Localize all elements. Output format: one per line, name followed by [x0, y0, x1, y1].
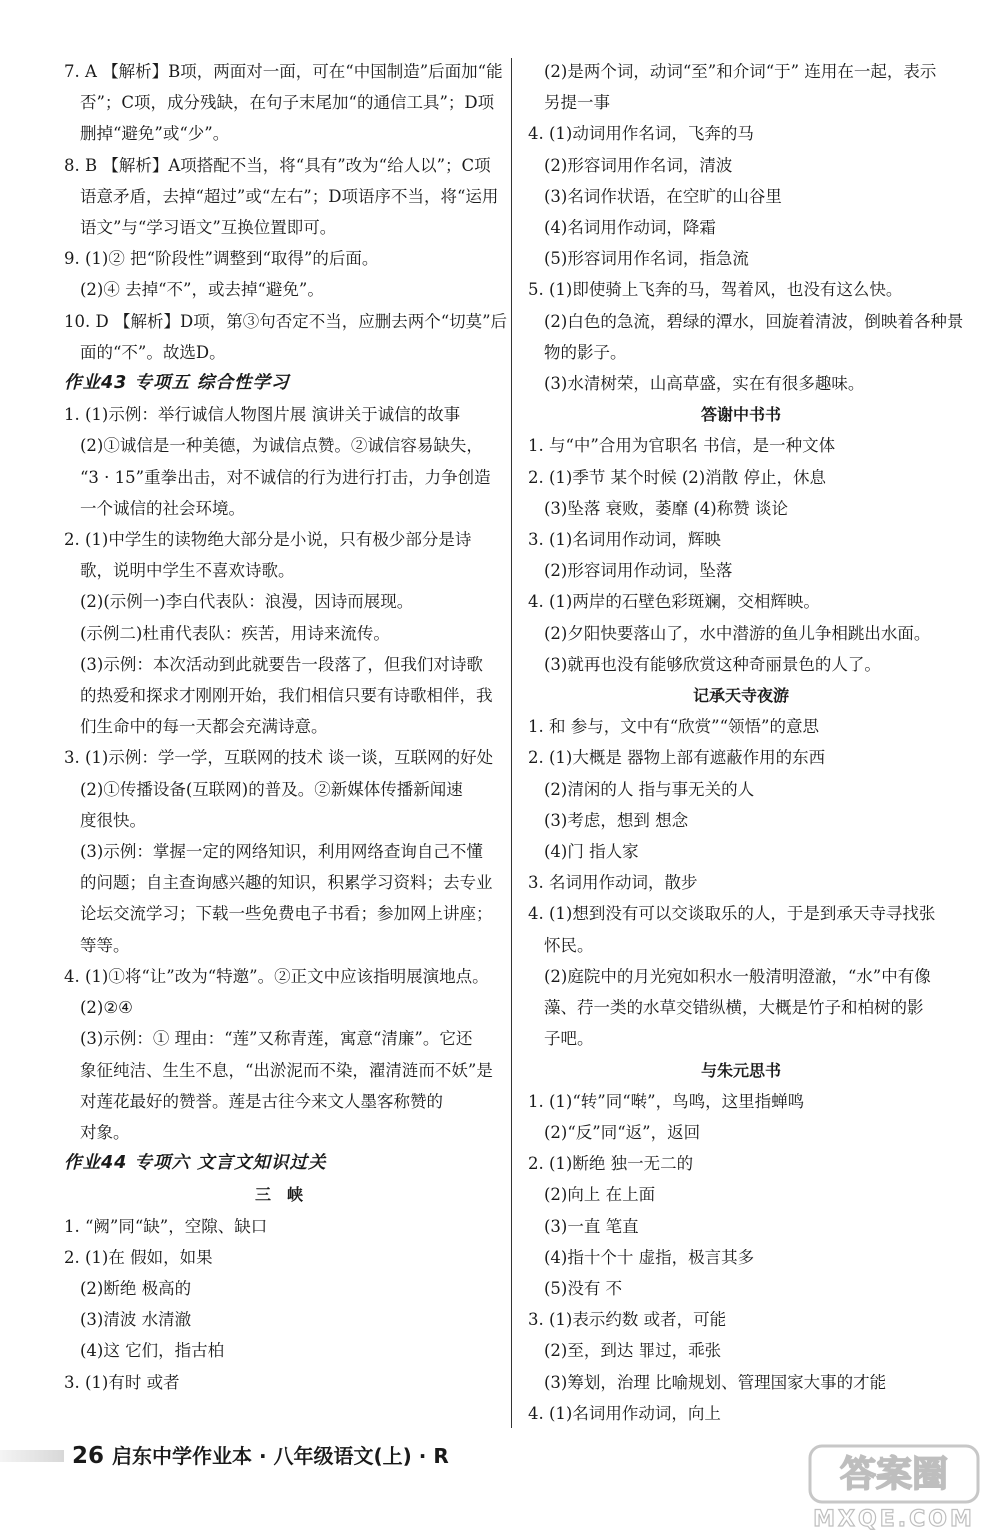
answer-line: (示例二)杜甫代表队：疾苦，用诗来流传。: [80, 623, 390, 643]
answer-line: 4. (1)名词用作动词，向上: [528, 1403, 721, 1423]
answer-line: 8. B 【解析】A项搭配不当，将“具有”改为“给人以”；C项: [64, 155, 491, 175]
answer-line: (2)是两个词，动词“至”和介词“于” 连用在一起，表示: [544, 62, 937, 81]
answer-line: (4)门 指人家: [544, 842, 639, 862]
answer-line: (3)示例：① 理由：“莲”又称青莲，寓意“清廉”。它还: [80, 1029, 473, 1049]
answer-line: 9. (1)② 把“阶段性”调整到“取得”的后面。: [64, 249, 379, 269]
watermark-text: 答案圈: [839, 1454, 949, 1495]
section-subheading: 答谢中书书: [700, 405, 781, 425]
answer-line: 1. 和 参与，文中有“欣赏”“领悟”的意思: [528, 717, 819, 737]
answer-line: 2. (1)季节 某个时候 (2)消散 停止，休息: [528, 467, 826, 487]
answer-line: 另提一事: [544, 93, 610, 113]
answer-line: 否”；C项，成分残缺，在句子末尾加“的通信工具”；D项: [80, 93, 495, 113]
answer-line: (4)名词用作动词，降霜: [544, 218, 716, 238]
answer-line: (2)④ 去掉“不”，或去掉“避免”。: [80, 280, 324, 300]
left-column: [64, 56, 508, 1398]
answer-line: (3)示例：掌握一定的网络知识，利用网络查询自己不懂: [80, 842, 483, 862]
right-column: [528, 56, 964, 1429]
answer-line: (5)没有 不: [544, 1278, 623, 1298]
answer-line: (2)清闲的人 指与事无关的人: [544, 779, 755, 799]
section-subheading: 与朱元思书: [700, 1060, 781, 1080]
answer-line: 4. (1)动词用作名词，飞奔的马: [528, 124, 754, 144]
column-divider: [511, 58, 512, 1428]
answer-line: (5)形容词用作名词，指急流: [544, 249, 749, 269]
answer-line: 2. (1)中学生的读物绝大部分是小说，只有极少部分是诗: [64, 530, 472, 550]
answer-line: 语意矛盾，去掉“超过”或“左右”；D项语序不当，将“运用: [80, 186, 499, 206]
answer-line: 2. (1)大概是 器物上部有遮蔽作用的东西: [528, 748, 826, 768]
answer-line: 2. (1)在 假如，如果: [64, 1247, 213, 1267]
section-subheading: 记承天寺夜游: [692, 686, 789, 706]
answer-line: (2)白色的急流，碧绿的潭水，回旋着清波，倒映着各种景: [544, 311, 964, 331]
answer-line: (3)就再也没有能够欣赏这种奇丽景色的人了。: [544, 654, 881, 674]
answer-line: (2)“反”同“返”，返回: [544, 1122, 701, 1142]
answer-line: 4. (1)①将“让”改为“特邀”。②正文中应该指明展演地点。: [64, 966, 489, 986]
answer-line: (2)夕阳快要落山了，水中潜游的鱼儿争相跳出水面。: [544, 623, 931, 643]
answer-line: (2)①诚信是一种美德，为诚信点赞。②诚信容易缺失，: [80, 436, 483, 456]
answer-line: 对象。: [80, 1122, 130, 1142]
answer-line: 藻、荇一类的水草交错纵横，大概是竹子和柏树的影: [544, 998, 924, 1018]
answer-line: 的热爱和探求才刚刚开始，我们相信只要有诗歌相伴，我: [80, 686, 493, 706]
answer-line: (2)向上 在上面: [544, 1185, 656, 1205]
answer-line: (3)名词作状语，在空旷的山谷里: [544, 186, 782, 206]
answer-line: 面的“不”。故选D。: [80, 342, 226, 362]
answer-line: 1. (1)“转”同“啭”，鸟鸣，这里指蝉鸣: [528, 1091, 805, 1111]
answer-line: 歌，说明中学生不喜欢诗歌。: [80, 561, 295, 581]
section-subheading: 三 峡: [254, 1185, 303, 1205]
answer-line: 物的影子。: [544, 342, 627, 362]
answer-line: 3. 名词用作动词，散步: [528, 873, 698, 893]
answer-line: 2. (1)断绝 独一无二的: [528, 1154, 694, 1174]
answer-line: 的问题；自主查询感兴趣的知识，积累学习资料；去专业: [80, 873, 493, 893]
section-heading: 作业44 专项六 文言文知识过关: [64, 1153, 327, 1174]
answer-line: (2)形容词用作动词，坠落: [544, 561, 733, 581]
footer-text: [72, 1440, 449, 1469]
answer-line: (2)庭院中的月光宛如积水一般清明澄澈，“水”中有像: [544, 966, 931, 986]
answer-line: 子吧。: [544, 1029, 594, 1049]
answer-line: (2)形容词用作名词，清波: [544, 155, 733, 175]
answer-line: (2)②④: [80, 998, 133, 1018]
page-number: 26: [72, 1443, 105, 1469]
answer-line: (3)筹划，治理 比喻规划、管理国家大事的才能: [544, 1372, 887, 1392]
answer-line: 1. “阙”同“缺”，空隙、缺口: [64, 1216, 268, 1236]
answer-line: 3. (1)名词用作动词，辉映: [528, 530, 721, 550]
answer-line: (3)水清树荣，山高草盛，实在有很多趣味。: [544, 374, 865, 394]
watermark-logo: [806, 1440, 982, 1534]
answer-line: 5. (1)即使骑上飞奔的马，驾着风，也没有这么快。: [528, 280, 903, 300]
answer-line: 3. (1)表示约数 或者，可能: [528, 1310, 727, 1330]
answer-line: (2)至，到达 罪过，乖张: [544, 1341, 722, 1361]
answer-line: (2)(示例一)李白代表队：浪漫，因诗而展现。: [80, 592, 414, 612]
answer-line: (3)坠落 衰败，萎靡 (4)称赞 谈论: [544, 498, 788, 518]
answer-line: (4)这 它们，指古柏: [80, 1341, 225, 1361]
answer-line: 度很快。: [80, 810, 146, 830]
answer-line: 等等。: [80, 935, 130, 955]
answer-line: 3. (1)示例：学一学，互联网的技术 谈一谈，互联网的好处: [64, 748, 494, 768]
section-heading: 作业43 专项五 综合性学习: [64, 373, 290, 394]
answer-line: 们生命中的每一天都会充满诗意。: [80, 717, 328, 737]
answer-line: 怀民。: [544, 935, 594, 955]
answer-line: “3 · 15”重拳出击，对不诚信的行为进行打击，力争创造: [80, 467, 491, 487]
answer-line: 对莲花最好的赞誉。莲是古往今来文人墨客称赞的: [80, 1091, 443, 1111]
answer-line: (4)指十个十 虚指，极言其多: [544, 1247, 755, 1267]
answer-line: 语文”与“学习语文”互换位置即可。: [80, 218, 337, 238]
answer-line: 1. (1)示例：举行诚信人物图片展 演讲关于诚信的故事: [64, 405, 461, 425]
answer-line: (3)示例：本次活动到此就要告一段落了，但我们对诗歌: [80, 654, 483, 674]
answer-line: 7. A 【解析】B项，两面对一面，可在“中国制造”后面加“能: [64, 62, 503, 81]
footer-bar: [0, 1450, 64, 1462]
answer-line: 1. 与“中”合用为官职名 书信，是一种文体: [528, 436, 836, 456]
answer-line: 10. D 【解析】D项，第③句否定不当，应删去两个“切莫”后: [64, 311, 508, 331]
answer-line: 象征纯洁、生生不息，“出淤泥而不染，濯清涟而不妖”是: [80, 1060, 493, 1080]
answer-line: (3)一直 笔直: [544, 1216, 639, 1236]
answer-line: 论坛交流学习；下载一些免费电子书看；参加网上讲座；: [80, 904, 493, 924]
answer-line: 4. (1)两岸的石壁色彩斑斓，交相辉映。: [528, 592, 820, 612]
answer-line: 3. (1)有时 或者: [64, 1372, 180, 1392]
answer-line: (2)①传播设备(互联网)的普及。②新媒体传播新闻速: [80, 779, 463, 799]
answer-line: (2)断绝 极高的: [80, 1278, 192, 1298]
book-title: 启东中学作业本 · 八年级语文(上) · R: [112, 1444, 449, 1468]
answer-line: 删掉“避免”或“少”。: [80, 124, 230, 144]
watermark-url: MXQE.COM: [813, 1507, 975, 1532]
answer-line: (3)清波 水清澈: [80, 1310, 192, 1330]
answer-line: 一个诚信的社会环境。: [80, 498, 245, 518]
answer-line: (3)考虑，想到 想念: [544, 810, 689, 830]
answer-line: 4. (1)想到没有可以交谈取乐的人，于是到承天寺寻找张: [528, 904, 936, 924]
